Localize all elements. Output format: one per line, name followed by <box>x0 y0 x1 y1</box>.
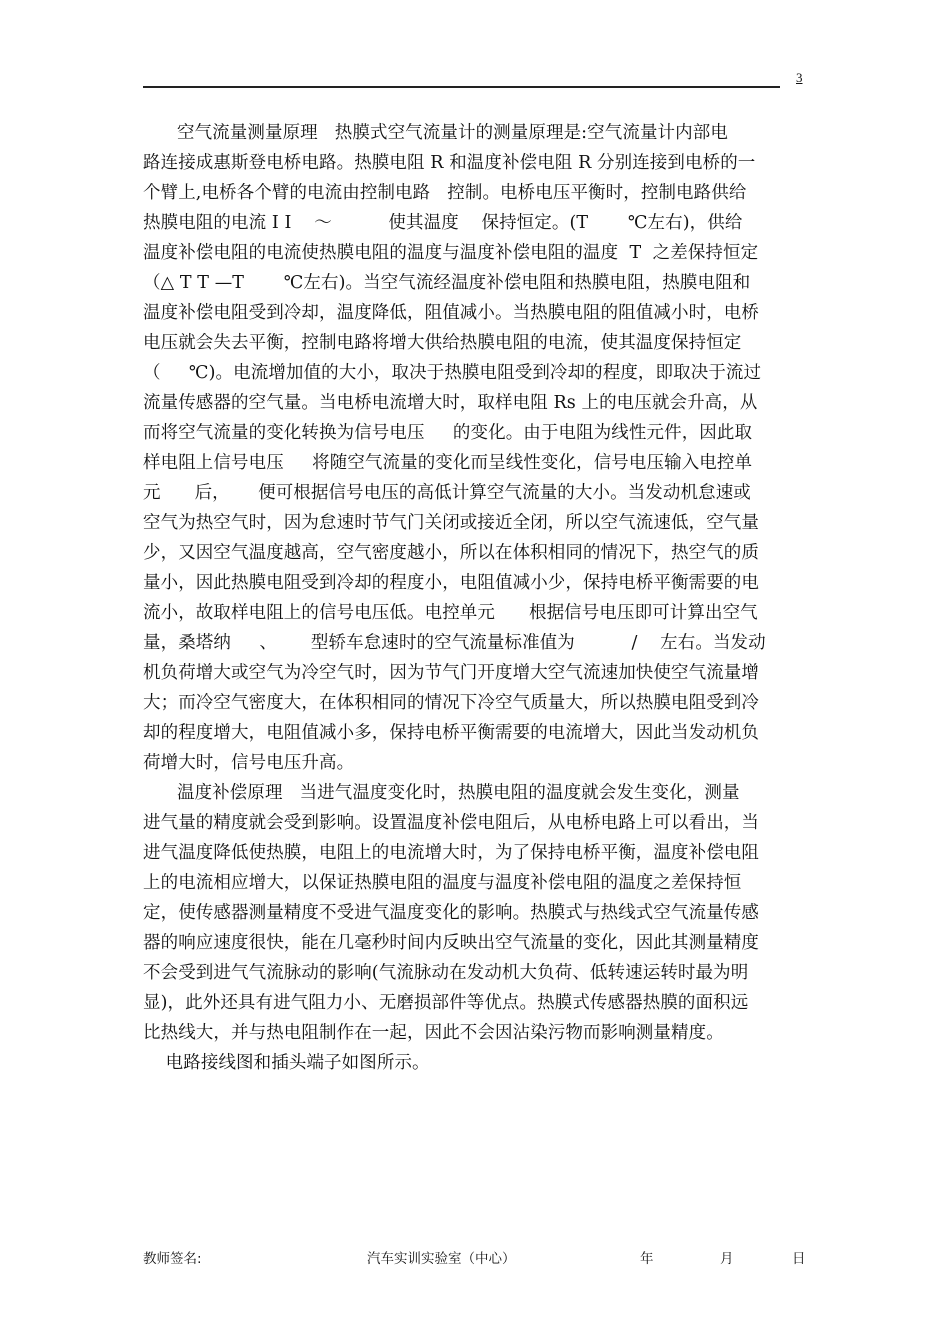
body-line: 元 后， 便可根据信号电压的高低计算空气流量的大小。当发动机怠速或 <box>143 483 751 503</box>
body-line: 量，桑塔纳 、 型轿车怠速时的空气流量标准值为 / 左右。当发动 <box>143 633 766 653</box>
body-line: 上的电流相应增大，以保证热膜电阻的温度与温度补偿电阻的温度之差保持恒 <box>143 873 742 893</box>
body-line: 样电阻上信号电压 将随空气流量的变化而呈线性变化，信号电压输入电控单 <box>143 453 753 473</box>
body-line: （△ T T —T ℃左右)。当空气流经温度补偿电阻和热膜电阻，热膜电阻和 <box>143 273 751 293</box>
page-number: 3 <box>796 70 803 85</box>
body-line: 少，又因空气温度越高，空气密度越小，所以在体积相同的情况下，热空气的质 <box>143 543 759 563</box>
body-line: 进气量的精度就会受到影响。设置温度补偿电阻后，从电桥电路上可以看出，当 <box>143 813 759 833</box>
body-line: 路连接成惠斯登电桥电路。热膜电阻 R 和温度补偿电阻 R 分别连接到电桥的一 <box>143 153 756 173</box>
body-line: 量小，因此热膜电阻受到冷却的程度小，电阻值减小少，保持电桥平衡需要的电 <box>143 573 759 593</box>
body-line: 流量传感器的空气量。当电桥电流增大时，取样电阻 Rs 上的电压就会升高，从 <box>143 393 758 413</box>
body-line: 机负荷增大或空气为冷空气时，因为节气门开度增大空气流速加快使空气流量增 <box>143 663 759 683</box>
body-line: 大；而冷空气密度大，在体积相同的情况下冷空气质量大，所以热膜电阻受到冷 <box>143 693 759 713</box>
year-label: 年 <box>640 1251 654 1267</box>
body-line: 电路接线图和插头端子如图所示。 <box>143 1053 430 1073</box>
body-line: 流小，故取样电阻上的信号电压低。电控单元 根据信号电压即可计算出空气 <box>143 603 758 623</box>
body-line: 定，使传感器测量精度不受进气温度变化的影响。热膜式与热线式空气流量传感 <box>143 903 759 923</box>
body-line: （ ℃)。电流增加值的大小，取决于热膜电阻受到冷却的程度，即取决于流过 <box>143 363 762 383</box>
month-label: 月 <box>720 1251 734 1267</box>
body-line: 荷增大时，信号电压升高。 <box>143 753 355 773</box>
body-text <box>143 118 807 1078</box>
body-line: 器的响应速度很快，能在几毫秒时间内反映出空气流量的变化，因此其测量精度 <box>143 933 759 953</box>
body-line: 而将空气流量的变化转换为信号电压 的变化。由于电阻为线性元件，因此取 <box>143 423 753 443</box>
body-line: 电压就会失去平衡，控制电路将增大供给热膜电阻的电流，使其温度保持恒定 <box>143 333 742 353</box>
body-line: 空气为热空气时，因为怠速时节气门关闭或接近全闭，所以空气流速低，空气量 <box>143 513 759 533</box>
body-line: 个臂上,电桥各个臂的电流由控制电路 控制。电桥电压平衡时，控制电路供给 <box>143 183 747 203</box>
day-label: 日 <box>792 1251 806 1267</box>
body-line: 显)，此外还具有进气阻力小、无磨损部件等优点。热膜式传感器热膜的面积远 <box>143 993 749 1013</box>
body-line: 空气流量测量原理 热膜式空气流量计的测量原理是:空气流量计内部电 <box>143 123 728 143</box>
body-line: 却的程度增大，电阻值减小多，保持电桥平衡需要的电流增大，因此当发动机负 <box>143 723 759 743</box>
body-line: 比热线大，并与热电阻制作在一起，因此不会因沾染污物而影响测量精度。 <box>143 1023 724 1043</box>
body-line: 热膜电阻的电流 I I ～ 使其温度 保持恒定。(T ℃左右)，供给 <box>143 213 743 233</box>
header-rule <box>143 86 780 88</box>
body-line: 温度补偿原理 当进气温度变化时，热膜电阻的温度就会发生变化，测量 <box>143 783 740 803</box>
lab-name: 汽车实训实验室（中心） <box>367 1251 516 1267</box>
body-line: 进气温度降低使热膜，电阻上的电流增大时，为了保持电桥平衡，温度补偿电阻 <box>143 843 759 863</box>
teacher-signature-label: 教师签名: <box>143 1251 202 1267</box>
body-line: 温度补偿电阻受到冷却，温度降低，阻值减小。当热膜电阻的阻值减小时，电桥 <box>143 303 759 323</box>
page-footer <box>0 1247 950 1271</box>
body-line: 温度补偿电阻的电流使热膜电阻的温度与温度补偿电阻的温度 T 之差保持恒定 <box>143 243 759 263</box>
body-line: 不会受到进气气流脉动的影响(气流脉动在发动机大负荷、低转速运转时最为明 <box>143 963 749 983</box>
